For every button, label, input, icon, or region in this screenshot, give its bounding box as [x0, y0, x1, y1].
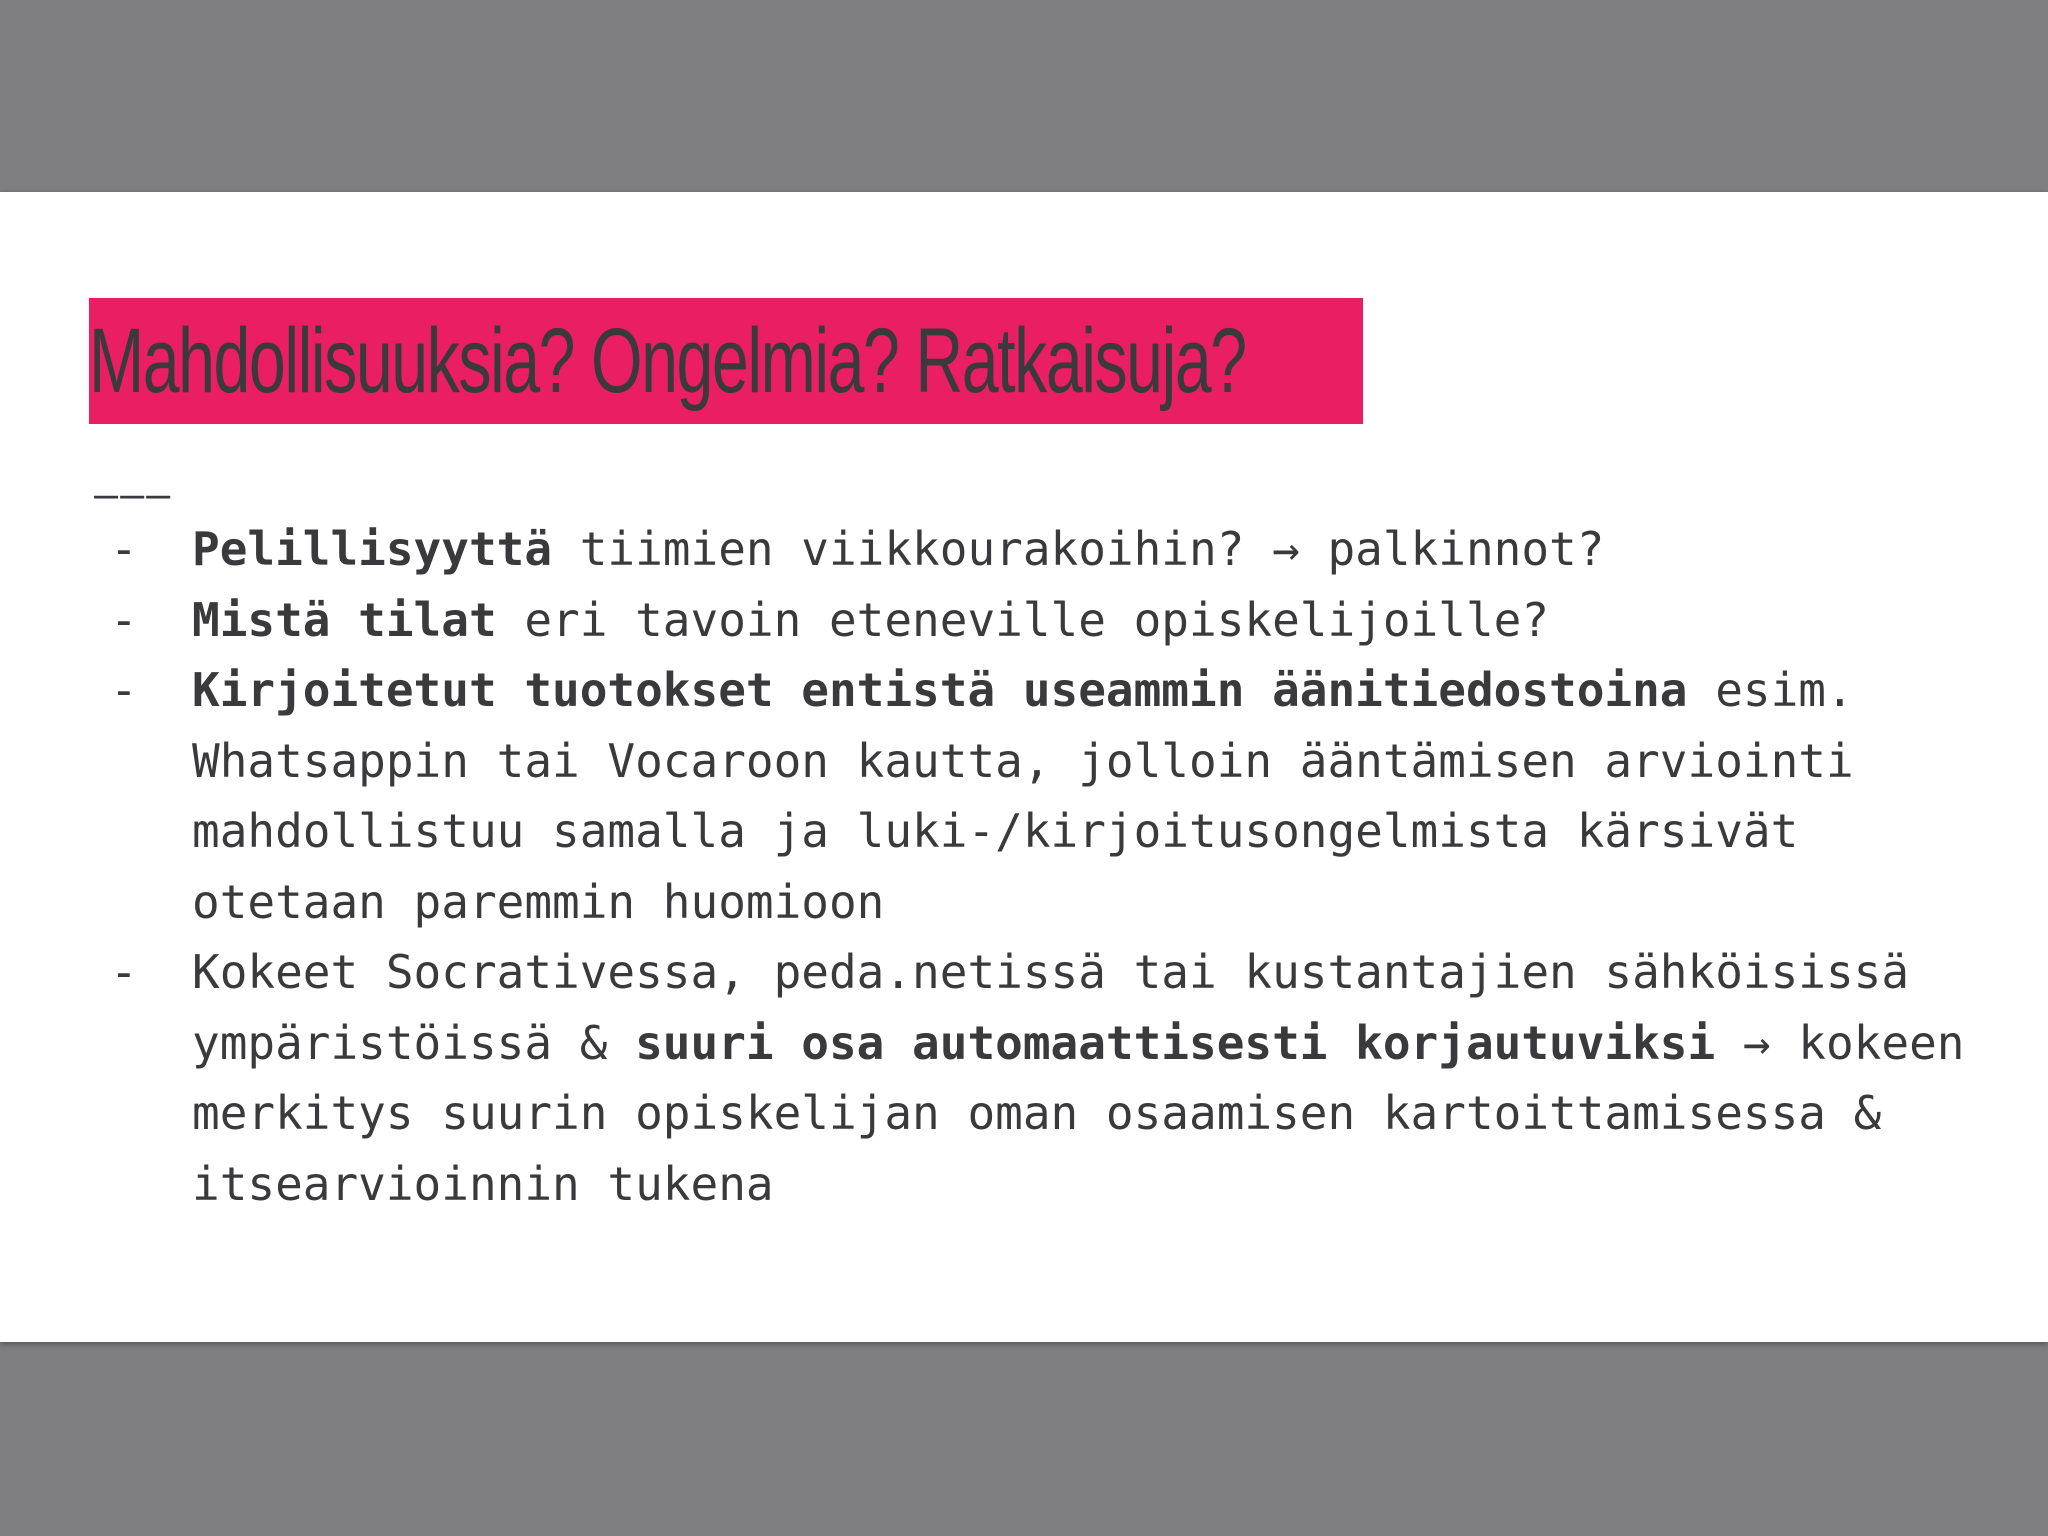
bullet-dash: - [110, 663, 138, 717]
title-container [89, 298, 1363, 424]
bullet-list [110, 514, 1970, 1219]
item-text: eri tavoin eteneville opiskelijoille? [496, 592, 1550, 647]
bullet-dash: - [110, 592, 138, 647]
list-item [110, 655, 1970, 937]
item-text-end: → kokeen merkitys suurin opiskelijan oman osaamisen kartoittamisessa & itsearvioinnin tukena [192, 1015, 1965, 1211]
item-text: tiimien viikkourakoihin? → palkinnot? [552, 522, 1605, 576]
slide [0, 192, 2048, 1342]
list-item [110, 585, 1970, 656]
bullet-dash: - [110, 945, 138, 999]
item-text: Kokeet Socrativessa, peda.netissä tai kustantajien sähköisissä ympäristöissä & [192, 945, 1910, 1070]
list-item [110, 514, 1970, 585]
item-bold-text: Pelillisyyttä [192, 522, 553, 576]
item-bold-text: suuri osa automaattisesti korjautuviksi [635, 1015, 1716, 1070]
bullet-dash: - [110, 522, 138, 576]
list-item [110, 937, 1970, 1219]
title-divider: ——— [94, 472, 173, 518]
slide-title: Mahdollisuuksia? Ongelmia? Ratkaisuja? [89, 310, 1246, 412]
item-bold-text: Kirjoitetut tuotokset entistä useammin äänitiedostoina [192, 663, 1688, 717]
item-text: esim. Whatsappin tai Vocaroon kautta, jolloin ääntämisen arviointi mahdollistuu samalla ja luki-/kirjoitusongelmista kärsivät otetaan paremmin huomioon [192, 663, 1854, 929]
item-bold-text: Mistä tilat [192, 592, 497, 647]
